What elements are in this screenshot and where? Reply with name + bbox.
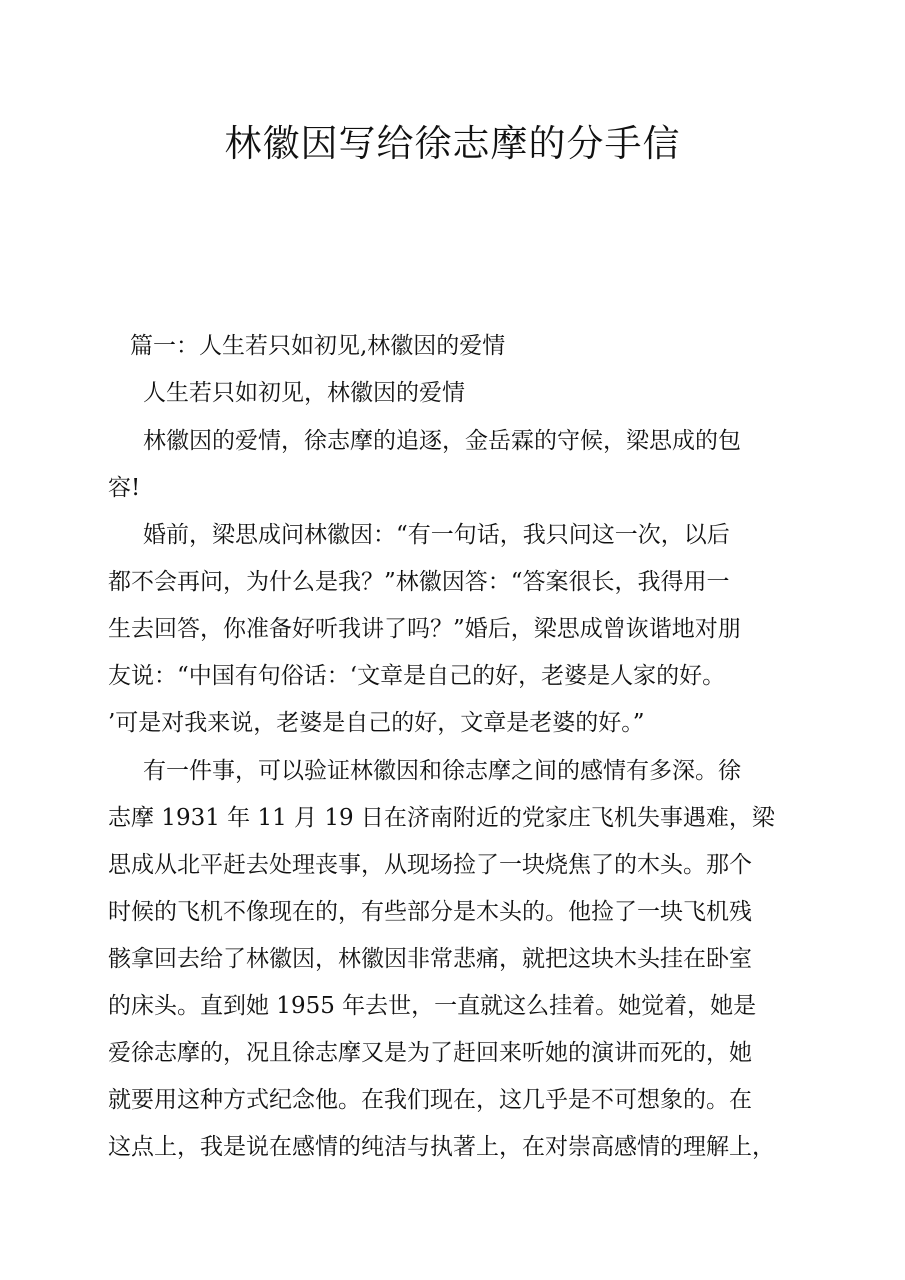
paragraph-line: 思成从北平赶去处理丧事，从现场捡了一块烧焦了的木头。那个 [108,852,752,878]
paragraph-line: 骸拿回去给了林徽因，林徽因非常悲痛，就把这块木头挂在卧室 [108,946,752,972]
paragraph-line: 时候的飞机不像现在的，有些部分是木头的。他捡了一块飞机残 [108,899,752,925]
paragraph-line: 有一件事，可以验证林徽因和徐志摩之间的感情有多深。徐 [143,758,741,784]
paragraph-line: 生去回答，你准备好听我讲了吗？”婚后，梁思成曾诙谐地对朋 [108,616,741,642]
paragraph-line: 就要用这种方式纪念他。在我们现在，这几乎是不可想象的。在 [108,1087,752,1113]
paragraph-line: 的床头。直到她 1955 年去世，一直就这么挂着。她觉着，她是 [108,993,757,1019]
paragraph-line: ’可是对我来说，老婆是自己的好，文章是老婆的好。” [108,710,645,736]
paragraph-line: 这点上，我是说在感情的纯洁与执著上，在对崇高感情的理解上， [108,1134,775,1160]
paragraph-line: 都不会再问，为什么是我？”林徽因答：“答案很长，我得用一 [108,569,730,595]
paragraph-line: 友说：“中国有句俗话：‘文章是自己的好，老婆是人家的好。 [108,663,726,689]
paragraph-line: 志摩 1931 年 11 月 19 日在济南附近的党家庄飞机失事遇难，梁 [108,805,775,831]
paragraph-line: 林徽因的爱情，徐志摩的追逐，金岳霖的守候，梁思成的包 [143,428,741,454]
section-heading: 篇一：人生若只如初见,林徽因的爱情 [130,333,506,359]
paragraph-line: 婚前，梁思成问林徽因：“有一句话，我只问这一次，以后 [143,522,730,548]
document-title: 林徽因写给徐志摩的分手信 [224,122,681,165]
paragraph-line: 容! [108,475,141,501]
subheading: 人生若只如初见，林徽因的爱情 [143,380,465,406]
paragraph-line: 爱徐志摩的，况且徐志摩又是为了赶回来听她的演讲而死的，她 [108,1040,752,1066]
